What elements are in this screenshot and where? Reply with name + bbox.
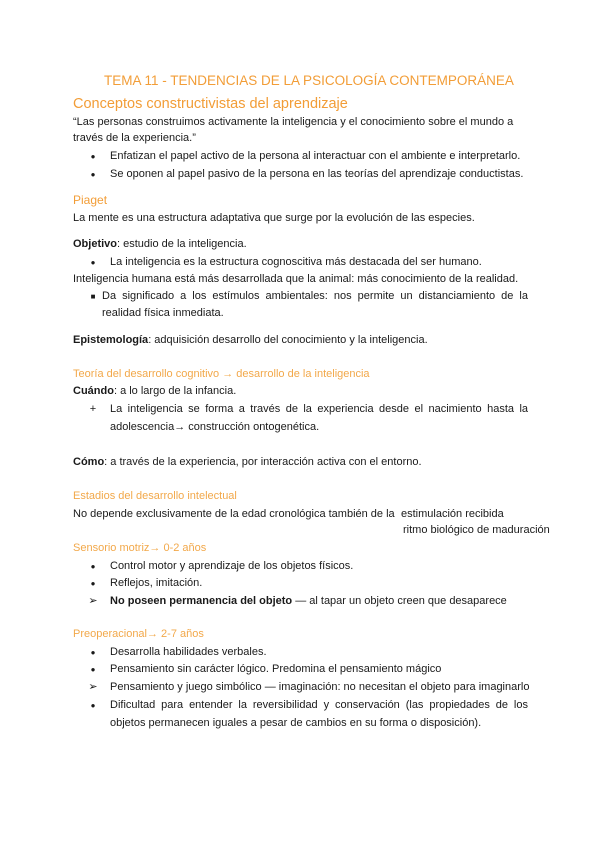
bullet-item: La inteligencia es la estructura cognoscitiva más destacada del ser humano. <box>110 256 482 268</box>
objetivo-text: : estudio de la inteligencia. <box>117 238 247 250</box>
heading-piaget: Piaget <box>73 193 108 207</box>
document-title: TEMA 11 - TENDENCIAS DE LA PSICOLOGÍA CONTEMPORÁNEA <box>104 73 514 88</box>
dependency-right-2: ritmo biológico de maduración <box>403 524 550 536</box>
epistemologia-label: Epistemología <box>73 334 149 346</box>
heading-constructivism: Conceptos constructivistas del aprendizaje <box>73 96 348 112</box>
square-item-line-1: Da significado a los estímulos ambientales: nos permite un distanciamiento de la <box>102 290 528 302</box>
bullet-item-line-1: Dificultad para entender la reversibilidad y conservación (las propiedades de los <box>110 699 528 711</box>
bullet-item: Desarrolla habilidades verbales. <box>110 646 267 658</box>
bullet-dot-icon: ● <box>90 562 96 571</box>
quote-line-2: través de la experiencia.” <box>73 132 196 144</box>
square-bullet-icon: ■ <box>90 292 96 301</box>
bullet-dot-icon: ● <box>90 579 96 588</box>
cuando-label: Cuándo <box>73 385 114 397</box>
square-item-line-2: realidad física inmediata. <box>102 307 224 319</box>
bullet-dot-icon: ● <box>90 152 96 161</box>
plus-item-line-2: adolescencia→ construcción ontogenética. <box>110 421 320 433</box>
bullet-dot-icon: ● <box>90 701 96 710</box>
heading-cognitive-theory: Teoría del desarrollo cognitivo → desarrollo de la inteligencia <box>73 368 370 380</box>
como-text: : a través de la experiencia, por interacción activa con el entorno. <box>104 456 422 468</box>
arrow-item-bold: No poseen permanencia del objeto <box>110 595 293 607</box>
quote-line-1: “Las personas construimos activamente la inteligencia y el conocimiento sobre el mundo a <box>73 116 514 128</box>
bullet-item: Se oponen al papel pasivo de la persona en las teorías del aprendizaje conductistas. <box>110 168 524 180</box>
cuando-text: : a lo largo de la infancia. <box>113 385 237 397</box>
epistemologia-line <box>73 333 428 347</box>
arrow-item-text: — al tapar un objeto creen que desaparece <box>292 595 507 607</box>
arrow-bullet-icon: ➢ <box>88 681 98 693</box>
cuando-line <box>73 384 236 398</box>
arrow-bullet-icon: ➢ <box>88 595 98 607</box>
como-line <box>73 455 422 469</box>
bullet-item-line-2: objetos permanecen iguales a pesar de cambios en su forma o disposición). <box>110 717 482 729</box>
objetivo-label: Objetivo <box>73 238 118 250</box>
heading-stages: Estadios del desarrollo intelectual <box>73 490 237 502</box>
bullet-dot-icon: ● <box>90 258 96 267</box>
piaget-intro: La mente es una estructura adaptativa que surge por la evolución de las especies. <box>73 212 475 224</box>
arrow-item: Pensamiento y juego simbólico — imaginación: no necesitan el objeto para imaginarlo <box>110 681 530 693</box>
bullet-item: Reflejos, imitación. <box>110 577 203 589</box>
plus-bullet-icon: + <box>89 403 97 415</box>
human-intelligence-line: Inteligencia humana está más desarrollada que la animal: más conocimiento de la realidad. <box>73 273 519 285</box>
bullet-dot-icon: ● <box>90 170 96 179</box>
bullet-dot-icon: ● <box>90 665 96 674</box>
epistemologia-text: : adquisición desarrollo del conocimiento y la inteligencia. <box>148 334 428 346</box>
heading-sensoriomotriz: Sensorio motriz→ 0-2 años <box>73 542 207 554</box>
como-label: Cómo <box>73 456 105 468</box>
arrow-item <box>110 594 507 608</box>
bullet-dot-icon: ● <box>90 648 96 657</box>
heading-preoperacional: Preoperacional→ 2-7 años <box>73 628 204 640</box>
objetivo-line <box>73 237 247 251</box>
plus-item-line-1: La inteligencia se forma a través de la experiencia desde el nacimiento hasta la <box>110 403 528 415</box>
bullet-item: Pensamiento sin carácter lógico. Predomina el pensamiento mágico <box>110 663 442 675</box>
dependency-text: No depende exclusivamente de la edad cronológica también de la <box>73 508 395 520</box>
dependency-right-1: estimulación recibida <box>401 508 504 520</box>
bullet-item: Control motor y aprendizaje de los objetos físicos. <box>110 560 354 572</box>
bullet-item: Enfatizan el papel activo de la persona al interactuar con el ambiente e interpretarlo. <box>110 150 521 162</box>
